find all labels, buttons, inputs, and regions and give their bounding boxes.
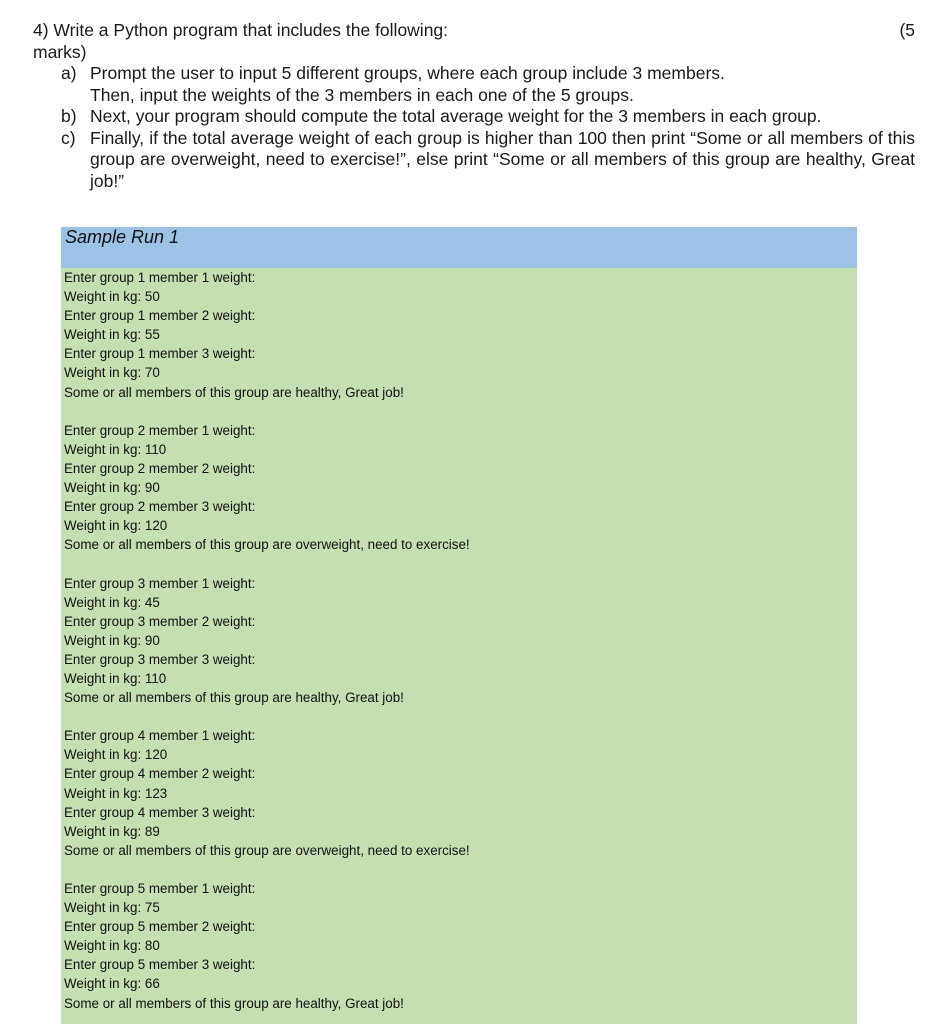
question-marks-close: marks) [33, 41, 87, 62]
output-line: Weight in kg: 90 [64, 480, 160, 496]
question-item-b [61, 106, 915, 128]
output-line: Some or all members of this group are healthy, Great job! [64, 384, 404, 400]
output-line: Weight in kg: 120 [64, 747, 168, 763]
output-line: Some or all members of this group are overweight, need to exercise! [64, 537, 470, 553]
output-line: Enter group 3 member 3 weight: [64, 651, 256, 667]
item-text [90, 63, 915, 106]
output-line: Enter group 3 member 1 weight: [64, 575, 256, 591]
output-line: Enter group 4 member 1 weight: [64, 728, 256, 744]
sample-run-box [61, 227, 857, 1024]
output-line: Weight in kg: 45 [64, 594, 160, 610]
output-line: Enter group 5 member 1 weight: [64, 881, 256, 896]
sample-run-title: Sample Run 1 [65, 227, 180, 247]
output-line: Enter group 4 member 3 weight: [64, 804, 256, 820]
output-line: Enter group 5 member 3 weight: [64, 957, 256, 973]
question-item-a [61, 63, 915, 106]
output-line: Some or all members of this group are healthy, Great job! [64, 995, 404, 1011]
output-line: Weight in kg: 120 [64, 518, 168, 534]
sample-run-header [61, 227, 857, 268]
item-line: Next, your program should compute the total average weight for the 3 members in each group. [90, 106, 822, 126]
sample-run-output [61, 268, 857, 1024]
output-line: Weight in kg: 123 [64, 785, 168, 801]
item-line: Then, input the weights of the 3 members in each one of the 5 groups. [90, 84, 634, 105]
output-group-2 [64, 421, 857, 555]
output-line: Weight in kg: 110 [64, 441, 167, 457]
output-line: Enter group 2 member 3 weight: [64, 499, 256, 515]
output-line: Enter group 4 member 2 weight: [64, 766, 256, 782]
output-line: Enter group 2 member 2 weight: [64, 460, 256, 476]
output-line: Weight in kg: 89 [64, 823, 160, 839]
output-group-3 [64, 574, 857, 708]
output-line: Weight in kg: 55 [64, 327, 160, 343]
output-line: Weight in kg: 70 [64, 365, 160, 381]
output-line: Weight in kg: 75 [64, 900, 160, 916]
item-line: Finally, if the total average weight of each group is higher than 100 then print “Some or all members of this group are overweight, need to exercise!”, else print “Some or all members of this group are healthy, Great job!” [90, 127, 915, 191]
question-title: 4) Write a Python program that includes the following: [33, 20, 449, 40]
item-label: c) [61, 127, 76, 148]
output-line: Enter group 5 member 2 weight: [64, 919, 256, 935]
output-line: Weight in kg: 90 [64, 632, 160, 648]
item-label: b) [61, 106, 77, 126]
question-item-c [61, 128, 915, 193]
output-line: Enter group 1 member 2 weight: [64, 308, 256, 324]
output-group-4 [64, 726, 857, 860]
output-group-1 [64, 268, 857, 402]
output-line: Enter group 1 member 1 weight: [64, 270, 256, 285]
output-line: Enter group 3 member 2 weight: [64, 613, 256, 629]
output-line: Enter group 1 member 3 weight: [64, 346, 256, 362]
item-text [90, 106, 915, 128]
output-line: Weight in kg: 80 [64, 938, 160, 954]
output-line: Weight in kg: 50 [64, 289, 160, 305]
item-line: Prompt the user to input 5 different groups, where each group include 3 members. [90, 63, 725, 83]
output-line: Some or all members of this group are healthy, Great job! [64, 690, 404, 706]
output-line: Weight in kg: 110 [64, 670, 167, 686]
question-heading [33, 20, 915, 42]
output-line: Weight in kg: 66 [64, 976, 160, 992]
question-block [33, 20, 915, 192]
output-line: Some or all members of this group are overweight, need to exercise! [64, 842, 470, 858]
item-text [90, 128, 915, 193]
item-label: a) [61, 63, 77, 83]
output-group-5 [64, 879, 857, 1013]
output-line: Enter group 2 member 1 weight: [64, 422, 256, 438]
question-marks-open: (5 [899, 20, 915, 40]
